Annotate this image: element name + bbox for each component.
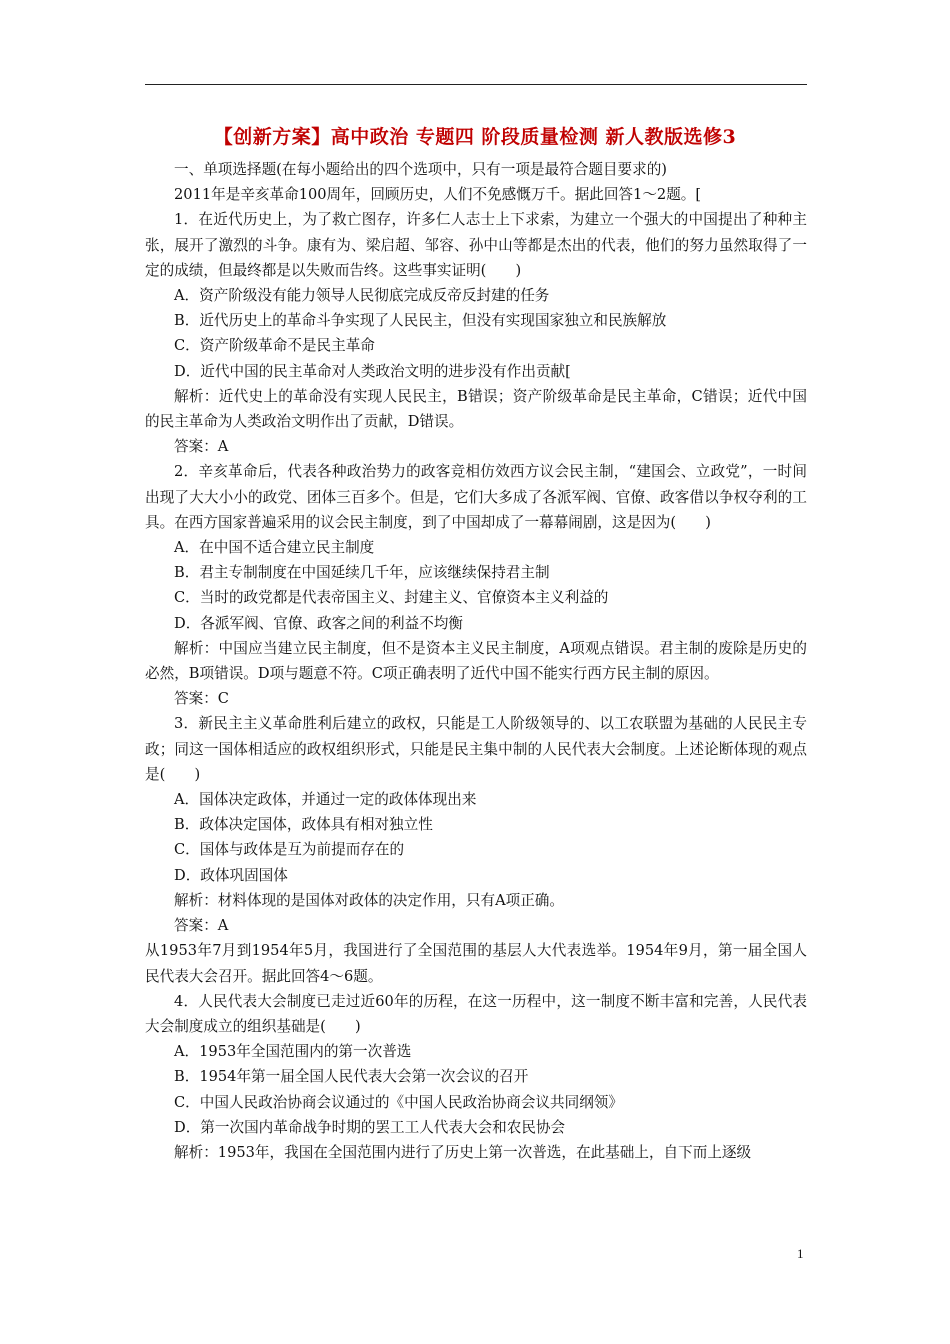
question-1-option-a: A．资产阶级没有能力领导人民彻底完成反帝反封建的任务 — [174, 287, 550, 305]
page-title: 【创新方案】高中政治 专题四 阶段质量检测 新人教版选修3 — [213, 126, 737, 148]
question-1-analysis: 解析：近代史上的革命没有实现人民民主，B错误；资产阶级革命是民主革命，C错误；近代中国的民主革命为人类政治文明作出了贡献，D错误。 — [145, 387, 807, 431]
question-2-option-a: A．在中国不适合建立民主制度 — [174, 539, 375, 557]
question-2-analysis: 解析：中国应当建立民主制度，但不是资本主义民主制度，A项观点错误。君主制的废除是历史的必然，B项错误。D项与题意不符。C项正确表明了近代中国不能实行西方民主制的原因。 — [145, 639, 807, 683]
question-3-analysis: 解析：材料体现的是国体对政体的决定作用，只有A项正确。 — [174, 891, 564, 909]
question-2-option-d: D．各派军阀、官僚、政客之间的利益不均衡 — [174, 614, 463, 632]
question-1-option-c: C．资产阶级革命不是民主革命 — [174, 337, 375, 355]
question-2-option-c: C．当时的政党都是代表帝国主义、封建主义、官僚资本主义利益的 — [174, 589, 609, 607]
intro-paragraph-1: 2011年是辛亥革命100周年，回顾历史，人们不免感慨万千。据此回答1～2题。[ — [174, 186, 702, 204]
section-heading: 一、单项选择题(在每小题给出的四个选项中，只有一项是最符合题目要求的) — [174, 161, 667, 178]
question-4-option-a: A．1953年全国范围内的第一次普选 — [174, 1043, 412, 1061]
question-2-answer: 答案：C — [174, 690, 229, 708]
question-3-answer: 答案：A — [174, 917, 229, 935]
question-4-stem: 4．人民代表大会制度已走过近60年的历程，在这一历程中，这一制度不断丰富和完善，人民代表大会制度成立的组织基础是( ) — [145, 992, 807, 1035]
question-1-stem: 1．在近代历史上，为了救亡图存，许多仁人志士上下求索，为建立一个强大的中国提出了种种主张，展开了激烈的斗争。康有为、梁启超、邹容、孙中山等都是杰出的代表，他们的努力虽然取得了一定的成绩，但最终都是以失败而告终。这些事实证明( ) — [145, 211, 807, 279]
document-body — [145, 157, 807, 1165]
question-3-option-a: A．国体决定政体，并通过一定的政体体现出来 — [174, 791, 477, 809]
question-3-option-b: B．政体决定国体，政体具有相对独立性 — [174, 816, 433, 834]
question-1-answer: 答案：A — [174, 438, 229, 456]
question-3-stem: 3．新民主主义革命胜利后建立的政权，只能是工人阶级领导的、以工农联盟为基础的人民民主专政；同这一国体相适应的政权组织形式，只能是民主集中制的人民代表大会制度。上述论断体现的观点是( ) — [145, 715, 807, 783]
intro-paragraph-2: 从1953年7月到1954年5月，我国进行了全国范围的基层人大代表选举。1954年9月，第一届全国人民代表大会召开。据此回答4～6题。 — [145, 942, 807, 985]
question-3-option-c: C．国体与政体是互为前提而存在的 — [174, 841, 405, 859]
question-1-option-b: B．近代历史上的革命斗争实现了人民民主，但没有实现国家独立和民族解放 — [174, 312, 667, 330]
header-rule — [145, 84, 807, 85]
question-2-option-b: B．君主专制制度在中国延续几千年，应该继续保持君主制 — [174, 564, 550, 582]
question-1-option-d: D．近代中国的民主革命对人类政治文明的进步没有作出贡献[ — [174, 362, 571, 380]
question-2-stem: 2．辛亥革命后，代表各种政治势力的政客竞相仿效西方议会民主制，“建国会、立政党”，一时间出现了大大小小的政党、团体三百多个。但是，它们大多成了各派军阀、官僚、政客借以争权夺利的工具。在西方国家普遍采用的议会民主制度，到了中国却成了一幕幕闹剧，这是因为( ) — [145, 463, 807, 531]
question-4-option-b: B．1954年第一届全国人民代表大会第一次会议的召开 — [174, 1068, 529, 1086]
question-4-option-c: C．中国人民政治协商会议通过的《中国人民政治协商会议共同纲领》 — [174, 1093, 623, 1111]
question-4-option-d: D．第一次国内革命战争时期的罢工工人代表大会和农民协会 — [174, 1118, 566, 1136]
question-3-option-d: D．政体巩固国体 — [174, 866, 288, 884]
page-number: 1 — [797, 1246, 804, 1261]
question-4-analysis: 解析：1953年，我国在全国范围内进行了历史上第一次普选，在此基础上，自下而上逐级 — [174, 1143, 752, 1161]
